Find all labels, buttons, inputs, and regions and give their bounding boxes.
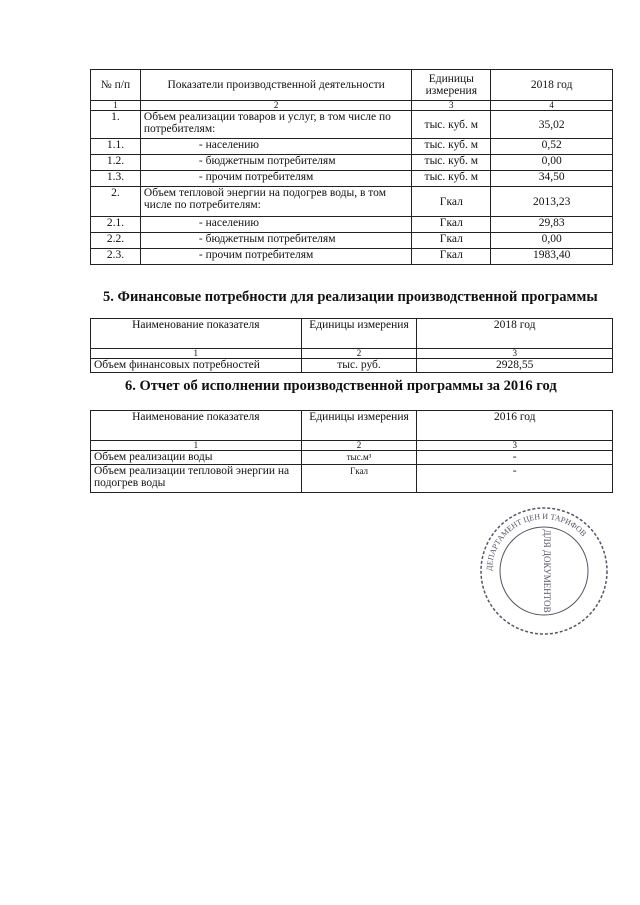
- row-number: 1.1.: [91, 139, 141, 155]
- index-cell: 2: [301, 349, 417, 359]
- stamp-center-text: ДЛЯ ДОКУМЕНТОВ: [542, 529, 552, 613]
- row-number: 2.: [91, 187, 141, 217]
- section-6-title: 6. Отчет об исполнении производственной программы за 2016 год: [125, 378, 557, 394]
- row-value: 34,50: [491, 171, 613, 187]
- row-unit: Гкал: [412, 233, 491, 249]
- row-number: 2.3.: [91, 249, 141, 265]
- production-indicators-table: [90, 69, 613, 265]
- row-name: - прочим потребителям: [140, 171, 411, 187]
- header-unit: Единицы измерения: [301, 411, 417, 441]
- table-row: [91, 465, 613, 493]
- table-row: [91, 217, 613, 233]
- row-value: 0,00: [491, 155, 613, 171]
- index-cell: 2: [140, 101, 411, 111]
- row-number: 1.3.: [91, 171, 141, 187]
- table-row: [91, 249, 613, 265]
- row-name: - населению: [140, 217, 411, 233]
- row-value: -: [417, 465, 613, 493]
- header-unit: Единицы измерения: [301, 319, 417, 349]
- row-name: - населению: [140, 139, 411, 155]
- row-value: 29,83: [491, 217, 613, 233]
- row-value: 2928,55: [417, 359, 613, 373]
- header-indicator: Наименование показателя: [91, 319, 302, 349]
- header-number: № п/п: [91, 70, 141, 101]
- row-unit: тыс. руб.: [301, 359, 417, 373]
- row-number: 2.1.: [91, 217, 141, 233]
- row-unit: Гкал: [412, 187, 491, 217]
- row-number: 1.2.: [91, 155, 141, 171]
- row-value: 0,00: [491, 233, 613, 249]
- stamp-ring-text: ДЕПАРТАМЕНТ ЦЕН И ТАРИФОВ: [484, 511, 589, 572]
- index-cell: 3: [412, 101, 491, 111]
- index-cell: 3: [417, 441, 613, 451]
- row-number: 1.: [91, 111, 141, 139]
- table-row: [91, 155, 613, 171]
- row-name: Объем реализации товаров и услуг, в том числе по потребителям:: [140, 111, 411, 139]
- row-unit: тыс. куб. м: [412, 171, 491, 187]
- row-name: - бюджетным потребителям: [140, 233, 411, 249]
- row-value: 2013,23: [491, 187, 613, 217]
- header-year: 2018 год: [417, 319, 613, 349]
- table-row: [91, 111, 613, 139]
- row-value: 1983,40: [491, 249, 613, 265]
- table-row: [91, 171, 613, 187]
- index-cell: 1: [91, 349, 302, 359]
- program-report-table: [90, 410, 613, 493]
- table-row: [91, 359, 613, 373]
- index-cell: 4: [491, 101, 613, 111]
- header-indicator: Наименование показателя: [91, 411, 302, 441]
- row-unit: Гкал: [412, 249, 491, 265]
- row-name: Объем реализации тепловой энергии на подогрев воды: [91, 465, 302, 493]
- row-value: -: [417, 451, 613, 465]
- row-value: 35,02: [491, 111, 613, 139]
- row-unit: тыс. куб. м: [412, 139, 491, 155]
- row-unit: тыс. куб. м: [412, 111, 491, 139]
- row-unit: тыс.м³: [301, 451, 417, 465]
- row-name: - прочим потребителям: [140, 249, 411, 265]
- row-value: 0,52: [491, 139, 613, 155]
- table-row: [91, 187, 613, 217]
- row-name: Объем финансовых потребностей: [91, 359, 302, 373]
- section-5-title: 5. Финансовые потребности для реализации производственной программы: [103, 289, 598, 305]
- index-cell: 1: [91, 441, 302, 451]
- header-year: 2016 год: [417, 411, 613, 441]
- table-row: [91, 451, 613, 465]
- index-cell: 1: [91, 101, 141, 111]
- row-name: - бюджетным потребителям: [140, 155, 411, 171]
- header-unit: Единицы измерения: [412, 70, 491, 101]
- row-number: 2.2.: [91, 233, 141, 249]
- financial-needs-table: [90, 318, 613, 373]
- index-cell: 2: [301, 441, 417, 451]
- table-row: [91, 233, 613, 249]
- table-row: [91, 139, 613, 155]
- index-cell: 3: [417, 349, 613, 359]
- row-unit: Гкал: [412, 217, 491, 233]
- official-stamp: [478, 505, 610, 637]
- header-indicator: Показатели производственной деятельности: [140, 70, 411, 101]
- header-year: 2018 год: [491, 70, 613, 101]
- row-unit: Гкал: [301, 465, 417, 493]
- row-name: Объем тепловой энергии на подогрев воды, в том числе по потребителям:: [140, 187, 411, 217]
- row-unit: тыс. куб. м: [412, 155, 491, 171]
- row-name: Объем реализации воды: [91, 451, 302, 465]
